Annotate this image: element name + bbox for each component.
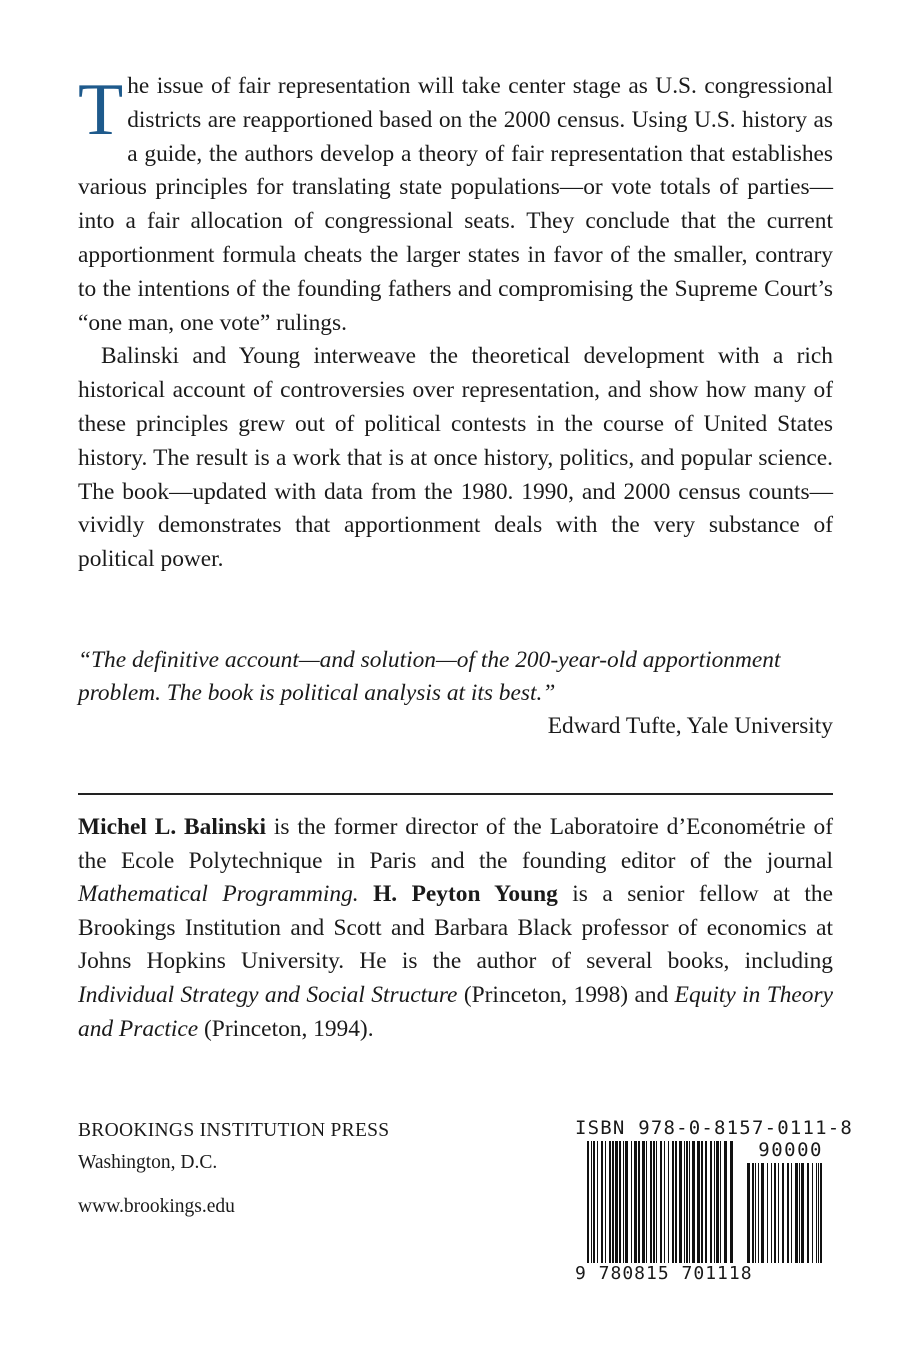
barcode-bar: [615, 1141, 618, 1263]
addon-bar: [761, 1163, 764, 1263]
barcode-bar: [634, 1141, 637, 1263]
barcode-bar: [619, 1141, 621, 1263]
endorsement-quote: [78, 644, 833, 743]
barcode-bar: [668, 1141, 669, 1263]
publisher-city: Washington, D.C.: [78, 1152, 218, 1173]
quote-attribution: Edward Tufte, Yale University: [547, 713, 833, 739]
barcode-bar: [653, 1141, 655, 1263]
book2-publisher: (Princeton, 1994).: [198, 1015, 374, 1042]
addon-bar: [771, 1163, 772, 1263]
drop-cap: T: [78, 69, 124, 151]
barcode-bar: [684, 1141, 685, 1263]
author2-description: is a senior fellow at the Brookings Institution and Scott and Barbara Black professor of economics at Johns Hopkins University. He is the author of several books, including: [78, 881, 833, 975]
addon-bar: [816, 1163, 817, 1263]
publisher-url: www.brookings.edu: [78, 1196, 235, 1217]
addon-bar: [812, 1163, 813, 1263]
barcode-bar: [623, 1141, 624, 1263]
barcode-bar: [724, 1141, 727, 1263]
addon-bar: [787, 1163, 789, 1263]
barcode-bar: [672, 1141, 674, 1263]
book1-publisher: (Princeton, 1998) and: [457, 981, 675, 1008]
barcode-bar: [689, 1141, 690, 1263]
barcode-bar: [692, 1141, 695, 1263]
book2-title: Equity in Theory and Practice: [78, 981, 833, 1042]
barcode-bar: [593, 1141, 595, 1263]
addon-bar: [755, 1163, 756, 1263]
barcode-bar: [631, 1141, 632, 1263]
author2-name: H. Peyton Young: [373, 881, 558, 908]
barcode-bar: [701, 1141, 703, 1263]
addon-bar: [782, 1163, 784, 1263]
quote-text: “The definitive account—and solution—of the 200-year-old apportionment problem. The book is political analysis at its best.”: [78, 647, 781, 706]
addon-bar: [818, 1163, 819, 1263]
barcode-bar: [714, 1141, 715, 1263]
barcode-bar: [675, 1141, 677, 1263]
isbn-barcode: [575, 1117, 854, 1287]
barcode-bar: [587, 1141, 589, 1275]
barcode-bar: [612, 1141, 614, 1263]
barcode-bar: [660, 1141, 662, 1275]
price-code: 90000: [758, 1139, 823, 1161]
addon-bar: [795, 1163, 798, 1263]
section-divider: [78, 793, 833, 795]
blurb-paragraph-1: [78, 70, 833, 340]
barcode-bar: [591, 1141, 592, 1263]
barcode-bar: [646, 1141, 647, 1263]
addon-bar: [799, 1163, 800, 1263]
isbn-label: ISBN 978-0-8157-0111-8: [575, 1117, 854, 1139]
barcode-bar: [686, 1141, 688, 1263]
addon-bar: [801, 1163, 804, 1263]
addon-bar: [752, 1163, 754, 1263]
barcode-bar: [605, 1141, 606, 1263]
barcode-bar: [679, 1141, 682, 1263]
author1-description: is the former director of the Laboratoire d’Econométrie of the Ecole Polytechnique in Paris and the founding editor of the journal: [78, 814, 833, 874]
barcode-bar: [697, 1141, 700, 1263]
barcode-bar: [597, 1141, 598, 1263]
author1-name: Michel L. Balinski: [78, 814, 266, 840]
barcode-bar: [601, 1141, 603, 1263]
barcode-bar: [710, 1141, 712, 1263]
barcode-bar: [609, 1141, 611, 1263]
book1-title: Individual Strategy and Social Structure: [78, 981, 458, 1008]
barcode-bar: [716, 1141, 719, 1263]
barcode-bar: [650, 1141, 652, 1263]
addon-bar: [807, 1163, 809, 1263]
addon-bar: [820, 1163, 822, 1263]
ean-digits: 9 780815 701118: [575, 1263, 753, 1284]
barcode-bar: [638, 1141, 640, 1263]
publisher-name: BROOKINGS INSTITUTION PRESS: [78, 1120, 390, 1141]
addon-bar: [791, 1163, 792, 1263]
addon-bar: [774, 1163, 776, 1263]
barcode-bar: [664, 1141, 665, 1275]
addon-bar: [778, 1163, 779, 1263]
blurb-paragraph-2: Balinski and Young interweave the theoretical development with a rich historical account of controversies over representation, and show how many of these principles grew out of political contests in the course of United States history. The result is a work that is at once history, politics, and popular science. The book—updated with data from the 1980. 1990, and 2000 census counts—vividly demonstrates that apportionment deals with the very substance of political power.: [78, 343, 833, 573]
addon-bar: [747, 1163, 750, 1263]
publisher-block: [78, 1118, 389, 1220]
barcode-bar: [720, 1141, 721, 1263]
barcode-bar: [625, 1141, 628, 1263]
barcode-bar: [730, 1141, 733, 1263]
addon-bar: [767, 1163, 768, 1263]
barcode-bar: [656, 1141, 657, 1263]
back-cover-blurb: [78, 70, 833, 577]
barcode-bar: [642, 1141, 645, 1263]
barcode-bar: [705, 1141, 707, 1263]
author-bio-text: [78, 811, 833, 1046]
author-bio: [78, 811, 833, 1046]
addon-bar: [758, 1163, 759, 1263]
journal-title: Mathematical Programming.: [78, 881, 359, 908]
blurb-paragraph-1-text: he issue of fair representation will take center stage as U.S. congressional districts are reapportioned based on the 2000 census. Using U.S. history as a guide, the authors develop a theory of fair representation that establishes various principles for translating state populations—or vote totals of parties—into a fair allocation of congressional seats. They conclude that the current apportionment formula cheats the larger states in favor of the smaller, contrary to the intentions of the founding fathers and compromising the Supreme Court’s “one man, one vote” rulings.: [78, 73, 833, 336]
